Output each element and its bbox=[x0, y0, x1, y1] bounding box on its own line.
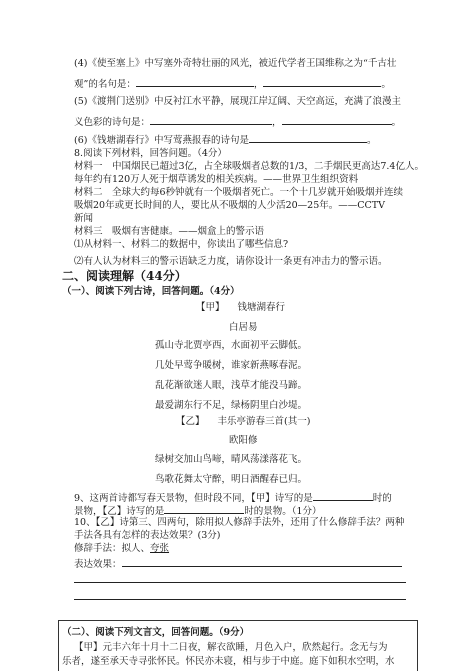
q10-rhetoric-label: 修辞手法：拟人、 bbox=[74, 543, 151, 554]
q8-material2-c: 新闻 bbox=[74, 213, 94, 224]
q4-prompt: 观”的名句是： bbox=[74, 79, 136, 90]
poem2-tag: 【乙】 bbox=[176, 416, 205, 427]
q8-question2: ⑵有人认为材料三的警示语缺乏力度，请你设计一条更有冲击力的警示语。 bbox=[74, 256, 388, 267]
subsection-poems-title: （一）、阅读下列古诗，回答问题。（4分） bbox=[62, 286, 240, 297]
q8-question1: ⑴从材料一、材料二的数据中，你读出了哪些信息? bbox=[74, 239, 289, 250]
q8-material2-a: 材料二 全球大约每6秒钟就有一个吸烟者死亡。一个十几岁就开始吸烟并连续 bbox=[74, 187, 404, 198]
q8-material1-b: 每年约有120万人死于烟草诱发的相关疾病。——世界卫生组织资料 bbox=[74, 174, 359, 185]
q9-blank-2[interactable] bbox=[164, 504, 244, 514]
q6-end: 。 bbox=[366, 135, 377, 146]
q10-line1: 10、【乙】诗第三、四两句，除用拟人修辞手法外，还用了什么修辞手法？两种 bbox=[74, 517, 405, 528]
q5-blank-2[interactable] bbox=[282, 115, 392, 125]
poem2-author: 欧阳修 bbox=[229, 435, 258, 446]
q9-blank-1[interactable] bbox=[313, 491, 373, 501]
q9-line1 bbox=[74, 491, 392, 505]
q6-blank[interactable] bbox=[249, 133, 367, 143]
q8-title: 8.阅读下列材料，回答问题。（4分） bbox=[74, 148, 227, 159]
classical-text-line-1: 【甲】元丰六年十月十二日夜，解衣欲睡，月色入户，欣然起行。念无与为 bbox=[74, 642, 388, 653]
poem2-heading bbox=[176, 416, 310, 428]
q10-rhetoric-line bbox=[74, 543, 169, 555]
q5-prompt: 义色彩的诗句是： bbox=[74, 117, 151, 128]
poem2-line-1: 绿树交加山鸟啼，晴风荡漾落花飞。 bbox=[155, 454, 308, 465]
poem1-tag: 【甲】 bbox=[196, 302, 225, 313]
q4-blank-2[interactable] bbox=[263, 77, 381, 87]
q10-effect-line bbox=[74, 557, 402, 571]
q8-material2-b: 吸烟20年或更长时间的人，要比从不吸烟的人少活20—25年。——CCTV bbox=[74, 200, 386, 211]
poem2-title: 丰乐亭游春三首(其一) bbox=[217, 416, 311, 427]
q4-comma: ， bbox=[253, 79, 264, 90]
q10-effect-label: 表达效果： bbox=[74, 559, 122, 570]
poem1-line-1: 孤山寺北贾亭西，水面初平云脚低。 bbox=[155, 340, 308, 351]
q6-line bbox=[74, 133, 376, 147]
classical-text-line-2: 乐者，遂至承天寺寻张怀民。怀民亦未寝，相与步于中庭。庭下如积水空明，水 bbox=[62, 656, 395, 667]
q9-mid: 时的 bbox=[372, 493, 392, 504]
q10-rhetoric-answer: 夸张 bbox=[150, 543, 170, 554]
answer-line-1[interactable] bbox=[74, 582, 406, 583]
q6-prompt: (6)《钱塘湖春行》中写莺燕报春的诗句是 bbox=[74, 135, 249, 146]
q4-line1: (4)《使至塞上》中写塞外奇特壮丽的风光，被近代学者王国维称之为“千古壮 bbox=[74, 58, 397, 69]
q9-end: 时的景物。（1分） bbox=[244, 506, 322, 517]
q8-material3: 材料三 吸烟有害健康。——烟盒上的警示语 bbox=[74, 226, 265, 237]
q10-line2: 手法各具有怎样的表达效果？(3分) bbox=[74, 530, 221, 541]
q9-line2-prompt: 景物，【乙】诗写的是 bbox=[74, 506, 165, 517]
poem1-title: 钱塘湖春行 bbox=[237, 302, 286, 313]
q4-blank-1[interactable] bbox=[136, 77, 254, 87]
q10-effect-blank[interactable] bbox=[122, 557, 402, 567]
q5-comma: ， bbox=[272, 117, 282, 128]
poem1-line-2: 几处早莺争暖树，谁家新燕啄春泥。 bbox=[155, 360, 308, 371]
q5-end: 。 bbox=[391, 117, 402, 128]
q8-material1-a: 材料一 中国烟民已超过3亿，占全球吸烟者总数的1/3，二手烟民更高达7.4亿人。 bbox=[74, 161, 424, 172]
poem1-line-3: 乱花渐欲迷人眼，浅草才能没马蹄。 bbox=[155, 380, 308, 391]
q4-line2 bbox=[74, 77, 391, 91]
q5-line2 bbox=[74, 115, 401, 129]
poem1-author: 白居易 bbox=[229, 322, 258, 333]
section-title: 二、阅读理解（44分） bbox=[62, 269, 187, 283]
q5-blank-1[interactable] bbox=[150, 115, 272, 125]
q9-prompt: 9、这两首诗都写春天景物，但时段不同，【甲】诗写的是 bbox=[74, 493, 313, 504]
q5-line1: (5)《渡荆门送别》中反衬江水平静，展现江岸辽阔、天空高远，充满了浪漫主 bbox=[74, 96, 401, 107]
poem1-line-4: 最爱湖东行不足，绿杨阴里白沙堤。 bbox=[155, 400, 308, 411]
answer-line-2[interactable] bbox=[74, 599, 406, 600]
poem1-heading bbox=[196, 302, 285, 314]
q9-line2 bbox=[74, 504, 322, 518]
q4-end: 。 bbox=[381, 79, 391, 90]
subsection-classical-title: （二）、阅读下列文言文，回答问题。（9分） bbox=[62, 627, 250, 638]
poem2-line-2: 鸟歌花舞太守醉，明日酒醒春已归。 bbox=[155, 474, 308, 485]
